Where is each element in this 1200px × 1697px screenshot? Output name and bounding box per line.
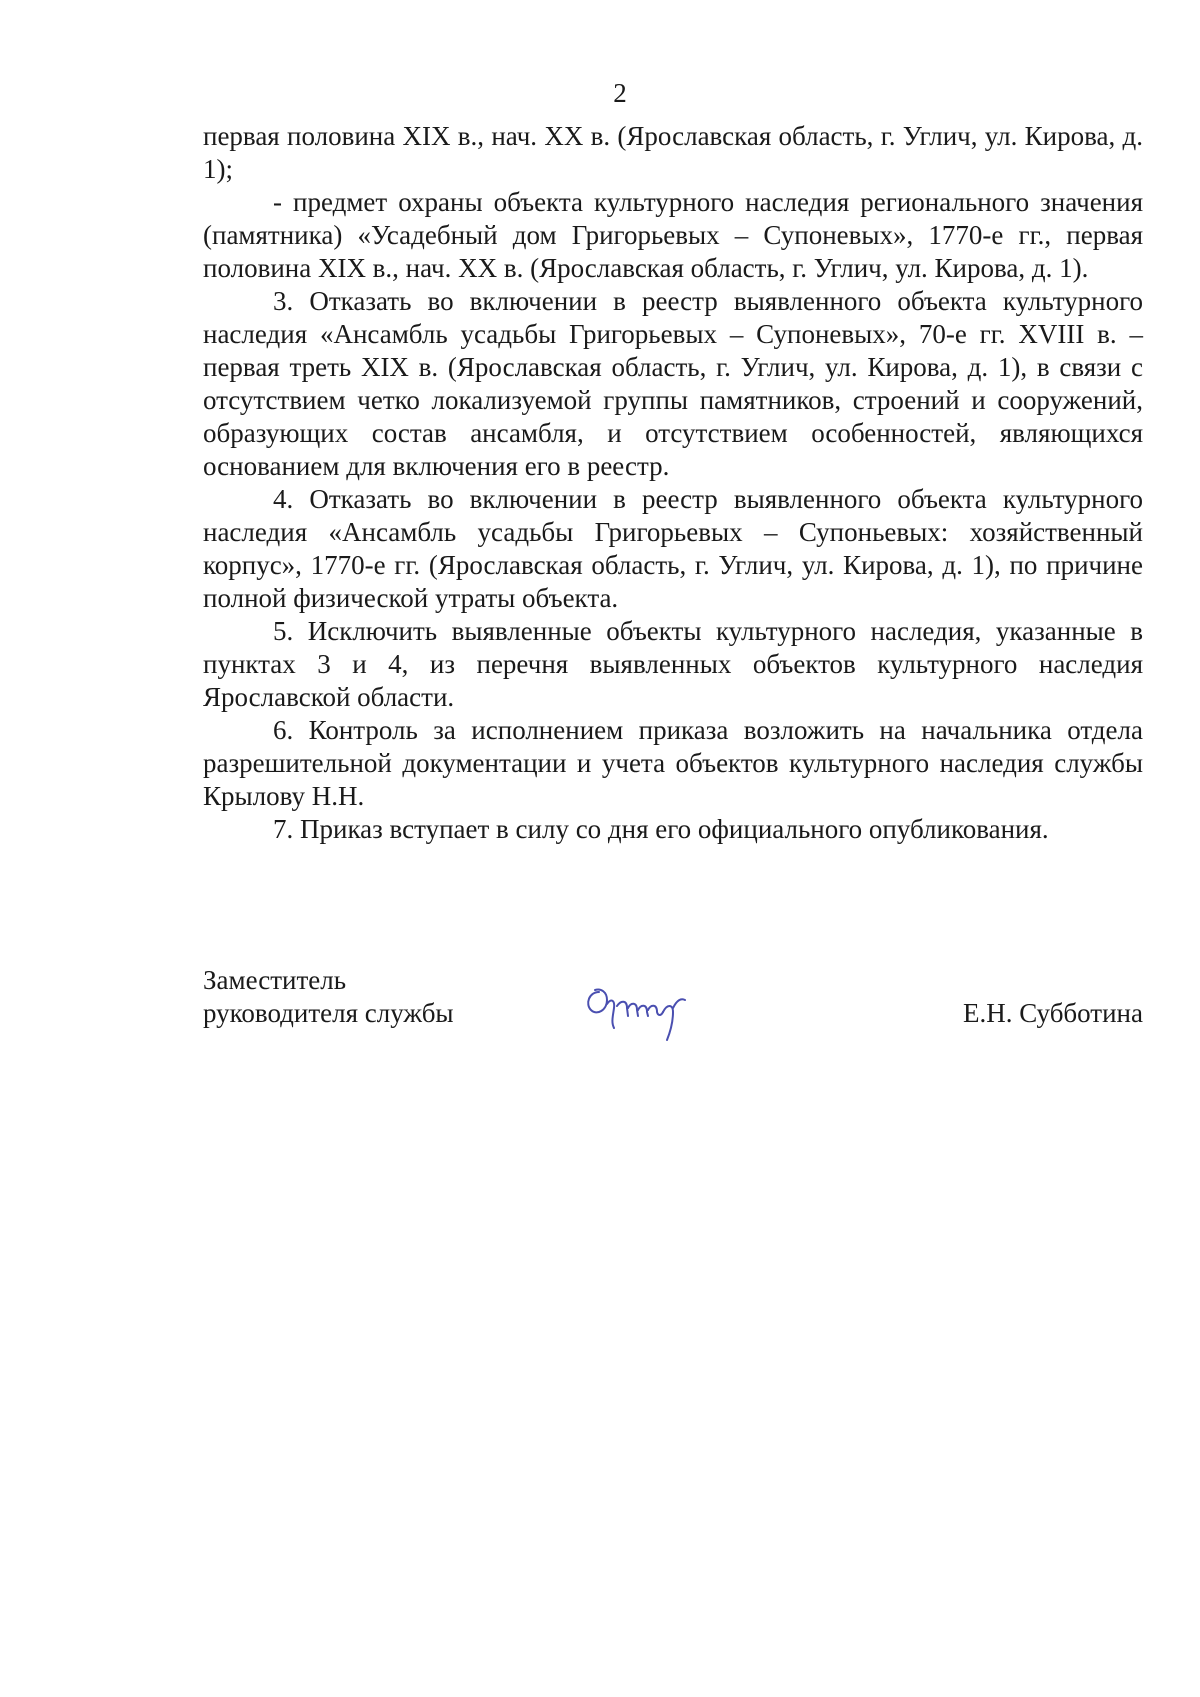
paragraph-item-6: 6. Контроль за исполнением приказа возложить на начальника отдела разрешительной документации и учета объектов культурного наследия службы Крылову Н.Н. xyxy=(203,715,1143,811)
signatory-role xyxy=(203,964,454,1030)
page-number: 2 xyxy=(613,78,627,108)
paragraph-protection-subject: - предмет охраны объекта культурного наследия регионального значения (памятника) «Усадебный дом Григорьевых – Супоневых», 1770-е гг., первая половина XIX в., нач. XX в. (Ярославская область, г. Углич, ул. Кирова, д. 1). xyxy=(203,187,1143,283)
paragraph-item-4: 4. Отказать во включении в реестр выявленного объекта культурного наследия «Ансамбль усадьбы Григорьевых – Супоньевых: хозяйственный корпус», 1770-е гг. (Ярославская область, г. Углич, ул. Кирова, д. 1), по причине полной физической утраты объекта. xyxy=(203,484,1143,613)
signatory-role-line-1: Заместитель xyxy=(203,965,347,995)
handwritten-signature xyxy=(581,970,731,1050)
paragraph-item-5: 5. Исключить выявленные объекты культурного наследия, указанные в пунктах 3 и 4, из перечня выявленных объектов культурного наследия Ярославской области. xyxy=(203,616,1143,712)
paragraph-item-7: 7. Приказ вступает в силу со дня его официального опубликования. xyxy=(273,814,1049,844)
signatory-role-line-2: руководителя службы xyxy=(203,998,454,1028)
paragraph-continuation: первая половина XIX в., нач. XX в. (Ярославская область, г. Углич, ул. Кирова, д. 1); xyxy=(203,121,1143,184)
signatory-name: Е.Н. Субботина xyxy=(962,998,1143,1028)
paragraph-item-3: 3. Отказать во включении в реестр выявленного объекта культурного наследия «Ансамбль усадьбы Григорьевых – Супоневых», 70-е гг. XVIII в. – первая треть XIX в. (Ярославская область, г. Углич, ул. Кирова, д. 1), в связи с отсутствием четко локализуемой группы памятников, строений и сооружений, образующих состав ансамбля, и отсутствием особенностей, являющихся основанием для включения его в реестр. xyxy=(203,286,1143,481)
signature-block xyxy=(203,964,1143,1044)
document-body xyxy=(203,120,1143,846)
